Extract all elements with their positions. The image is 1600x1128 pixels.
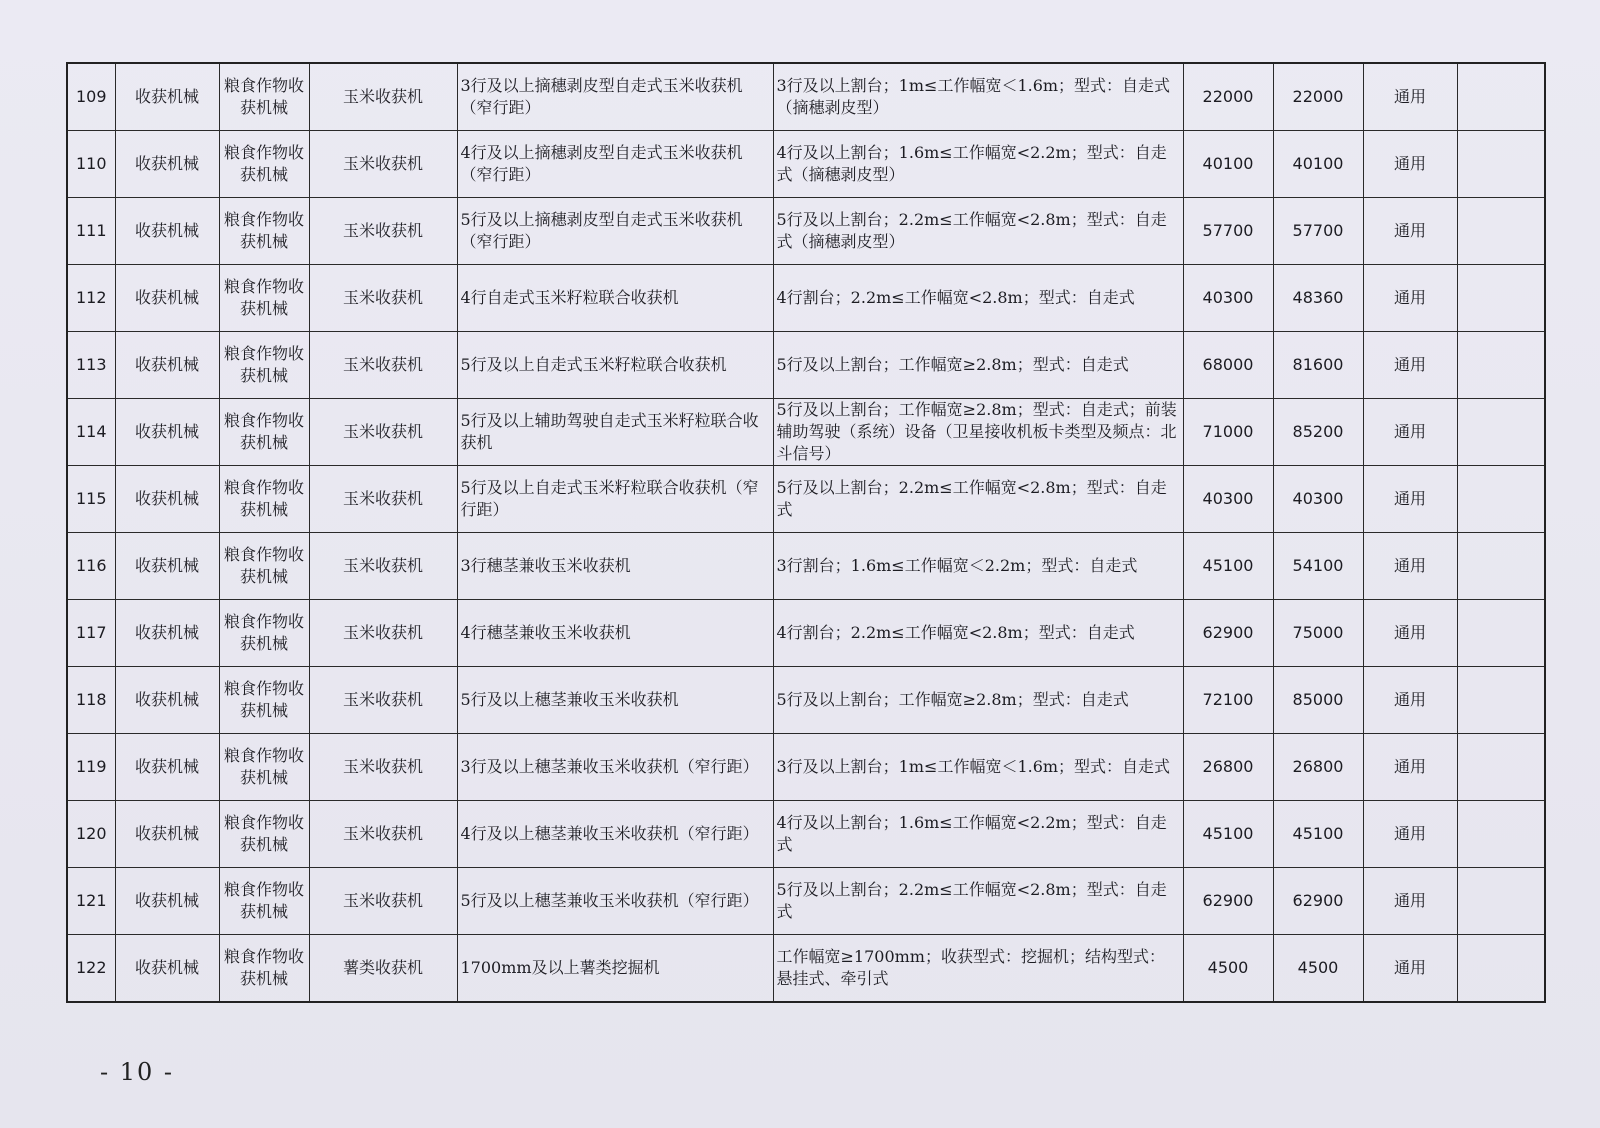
row-number: 116 [67,533,115,600]
usage-cell: 通用 [1363,265,1457,332]
table-row [67,935,1545,1003]
subsidy-amount-cell: 40100 [1183,131,1273,198]
spec-cell: 4行及以上割台；1.6m≤工作幅宽<2.2m；型式：自走式 [773,801,1183,868]
table-body [67,63,1545,1002]
table-row [67,667,1545,734]
subsidy-amount-cell: 57700 [1183,198,1273,265]
note-cell [1457,533,1545,600]
machine-name-cell: 5行及以上自走式玉米籽粒联合收获机（窄行距） [457,466,773,533]
category-cell: 收获机械 [115,868,219,935]
subsidy-amount-cell: 22000 [1183,63,1273,131]
usage-cell: 通用 [1363,198,1457,265]
usage-cell: 通用 [1363,600,1457,667]
item-cell: 玉米收获机 [309,868,457,935]
table-row [67,600,1545,667]
machine-name-cell: 4行穗茎兼收玉米收获机 [457,600,773,667]
table-row [67,131,1545,198]
row-number: 110 [67,131,115,198]
usage-cell: 通用 [1363,868,1457,935]
spec-cell: 5行及以上割台；工作幅宽≥2.8m；型式：自走式；前装辅助驾驶（系统）设备（卫星接收机板卡类型及频点：北斗信号） [773,399,1183,466]
usage-cell: 通用 [1363,399,1457,466]
machine-name-cell: 5行及以上摘穗剥皮型自走式玉米收获机（窄行距） [457,198,773,265]
note-cell [1457,600,1545,667]
subcategory-cell: 粮食作物收获机械 [219,198,309,265]
subsidy-amount-cell: 40300 [1183,466,1273,533]
subsidy-max-cell: 81600 [1273,332,1363,399]
subsidy-max-cell: 57700 [1273,198,1363,265]
category-cell: 收获机械 [115,533,219,600]
machine-name-cell: 4行及以上摘穗剥皮型自走式玉米收获机（窄行距） [457,131,773,198]
row-number: 120 [67,801,115,868]
subcategory-cell: 粮食作物收获机械 [219,801,309,868]
machine-name-cell: 4行自走式玉米籽粒联合收获机 [457,265,773,332]
row-number: 111 [67,198,115,265]
spec-cell: 3行及以上割台；1m≤工作幅宽＜1.6m；型式：自走式（摘穗剥皮型） [773,63,1183,131]
subsidy-amount-cell: 62900 [1183,600,1273,667]
subcategory-cell: 粮食作物收获机械 [219,935,309,1003]
spec-cell: 4行及以上割台；1.6m≤工作幅宽<2.2m；型式：自走式（摘穗剥皮型） [773,131,1183,198]
subsidy-max-cell: 4500 [1273,935,1363,1003]
subcategory-cell: 粮食作物收获机械 [219,533,309,600]
row-number: 115 [67,466,115,533]
item-cell: 玉米收获机 [309,801,457,868]
row-number: 121 [67,868,115,935]
table-row [67,399,1545,466]
subsidy-max-cell: 62900 [1273,868,1363,935]
note-cell [1457,734,1545,801]
subsidy-max-cell: 22000 [1273,63,1363,131]
row-number: 122 [67,935,115,1003]
subsidy-amount-cell: 68000 [1183,332,1273,399]
machine-name-cell: 5行及以上穗茎兼收玉米收获机（窄行距） [457,868,773,935]
page-number: - 10 - [100,1058,175,1086]
machine-name-cell: 3行及以上穗茎兼收玉米收获机（窄行距） [457,734,773,801]
subsidy-max-cell: 40100 [1273,131,1363,198]
machine-name-cell: 1700mm及以上薯类挖掘机 [457,935,773,1003]
category-cell: 收获机械 [115,63,219,131]
table-row [67,533,1545,600]
table-row [67,868,1545,935]
spec-cell: 5行及以上割台；2.2m≤工作幅宽<2.8m；型式：自走式 [773,466,1183,533]
subcategory-cell: 粮食作物收获机械 [219,265,309,332]
subsidy-max-cell: 45100 [1273,801,1363,868]
item-cell: 玉米收获机 [309,600,457,667]
note-cell [1457,131,1545,198]
note-cell [1457,399,1545,466]
category-cell: 收获机械 [115,801,219,868]
usage-cell: 通用 [1363,332,1457,399]
table-row [67,801,1545,868]
row-number: 109 [67,63,115,131]
subcategory-cell: 粮食作物收获机械 [219,734,309,801]
subcategory-cell: 粮食作物收获机械 [219,332,309,399]
note-cell [1457,466,1545,533]
item-cell: 玉米收获机 [309,533,457,600]
item-cell: 玉米收获机 [309,399,457,466]
machine-name-cell: 3行及以上摘穗剥皮型自走式玉米收获机（窄行距） [457,63,773,131]
subcategory-cell: 粮食作物收获机械 [219,868,309,935]
category-cell: 收获机械 [115,935,219,1003]
usage-cell: 通用 [1363,935,1457,1003]
spec-cell: 4行割台；2.2m≤工作幅宽<2.8m；型式：自走式 [773,265,1183,332]
note-cell [1457,801,1545,868]
row-number: 119 [67,734,115,801]
spec-cell: 5行及以上割台；工作幅宽≥2.8m；型式：自走式 [773,667,1183,734]
row-number: 117 [67,600,115,667]
row-number: 113 [67,332,115,399]
usage-cell: 通用 [1363,801,1457,868]
subsidy-max-cell: 85200 [1273,399,1363,466]
spec-cell: 5行及以上割台；工作幅宽≥2.8m；型式：自走式 [773,332,1183,399]
category-cell: 收获机械 [115,332,219,399]
note-cell [1457,63,1545,131]
subcategory-cell: 粮食作物收获机械 [219,399,309,466]
spec-cell: 3行割台；1.6m≤工作幅宽＜2.2m；型式：自走式 [773,533,1183,600]
subcategory-cell: 粮食作物收获机械 [219,466,309,533]
spec-cell: 3行及以上割台；1m≤工作幅宽＜1.6m；型式：自走式 [773,734,1183,801]
row-number: 114 [67,399,115,466]
subcategory-cell: 粮食作物收获机械 [219,667,309,734]
item-cell: 玉米收获机 [309,734,457,801]
subsidy-max-cell: 85000 [1273,667,1363,734]
machine-name-cell: 5行及以上自走式玉米籽粒联合收获机 [457,332,773,399]
subsidy-amount-cell: 45100 [1183,801,1273,868]
spec-cell: 5行及以上割台；2.2m≤工作幅宽<2.8m；型式：自走式 [773,868,1183,935]
note-cell [1457,868,1545,935]
subsidy-amount-cell: 62900 [1183,868,1273,935]
spec-cell: 5行及以上割台；2.2m≤工作幅宽<2.8m；型式：自走式（摘穗剥皮型） [773,198,1183,265]
item-cell: 玉米收获机 [309,466,457,533]
table-row [67,63,1545,131]
subsidy-max-cell: 54100 [1273,533,1363,600]
table-row [67,466,1545,533]
usage-cell: 通用 [1363,734,1457,801]
item-cell: 玉米收获机 [309,198,457,265]
subsidy-max-cell: 48360 [1273,265,1363,332]
subsidy-max-cell: 75000 [1273,600,1363,667]
subsidy-max-cell: 26800 [1273,734,1363,801]
subsidy-amount-cell: 71000 [1183,399,1273,466]
category-cell: 收获机械 [115,667,219,734]
note-cell [1457,265,1545,332]
item-cell: 玉米收获机 [309,332,457,399]
subsidy-table [66,62,1546,1003]
table-row [67,734,1545,801]
subcategory-cell: 粮食作物收获机械 [219,131,309,198]
subsidy-amount-cell: 72100 [1183,667,1273,734]
item-cell: 薯类收获机 [309,935,457,1003]
category-cell: 收获机械 [115,600,219,667]
table-row [67,265,1545,332]
machine-name-cell: 3行穗茎兼收玉米收获机 [457,533,773,600]
subsidy-amount-cell: 45100 [1183,533,1273,600]
machine-name-cell: 5行及以上穗茎兼收玉米收获机 [457,667,773,734]
machine-name-cell: 4行及以上穗茎兼收玉米收获机（窄行距） [457,801,773,868]
row-number: 112 [67,265,115,332]
subsidy-amount-cell: 4500 [1183,935,1273,1003]
spec-cell: 工作幅宽≥1700mm；收获型式：挖掘机；结构型式：悬挂式、牵引式 [773,935,1183,1003]
subsidy-max-cell: 40300 [1273,466,1363,533]
row-number: 118 [67,667,115,734]
table-row [67,198,1545,265]
usage-cell: 通用 [1363,533,1457,600]
item-cell: 玉米收获机 [309,63,457,131]
item-cell: 玉米收获机 [309,265,457,332]
subsidy-amount-cell: 26800 [1183,734,1273,801]
usage-cell: 通用 [1363,667,1457,734]
category-cell: 收获机械 [115,734,219,801]
subcategory-cell: 粮食作物收获机械 [219,63,309,131]
spec-cell: 4行割台；2.2m≤工作幅宽<2.8m；型式：自走式 [773,600,1183,667]
category-cell: 收获机械 [115,198,219,265]
item-cell: 玉米收获机 [309,131,457,198]
usage-cell: 通用 [1363,466,1457,533]
note-cell [1457,667,1545,734]
note-cell [1457,935,1545,1003]
subcategory-cell: 粮食作物收获机械 [219,600,309,667]
subsidy-amount-cell: 40300 [1183,265,1273,332]
category-cell: 收获机械 [115,131,219,198]
note-cell [1457,198,1545,265]
table-row [67,332,1545,399]
usage-cell: 通用 [1363,63,1457,131]
item-cell: 玉米收获机 [309,667,457,734]
category-cell: 收获机械 [115,399,219,466]
machine-name-cell: 5行及以上辅助驾驶自走式玉米籽粒联合收获机 [457,399,773,466]
note-cell [1457,332,1545,399]
category-cell: 收获机械 [115,466,219,533]
usage-cell: 通用 [1363,131,1457,198]
category-cell: 收获机械 [115,265,219,332]
